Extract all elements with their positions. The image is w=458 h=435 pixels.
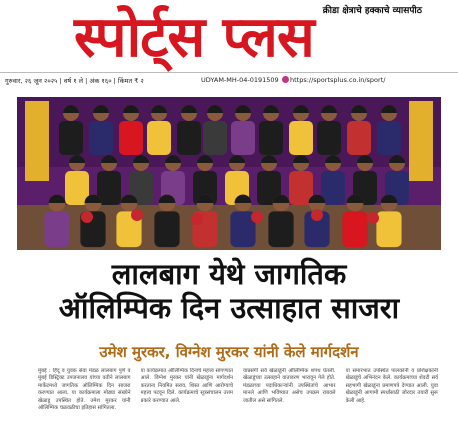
person-body: [203, 121, 227, 155]
person-body: [89, 121, 113, 155]
person-body: [317, 121, 341, 155]
group-photo: [17, 97, 441, 250]
boxing-glove: [191, 213, 203, 225]
dateline: गुरुवार, २६ जून २०२५ | वर्ष १ ले | अंक १६० | किंमत ₹ २: [5, 77, 144, 85]
person-body: [119, 121, 143, 155]
article-column-1: मुंबई : हिंदू व युवक सेवा मंडळ लालबाग पुणे व मुंबई डिस्ट्रिक्ट उपजनालय यांच्या वतीने लालबाग मार्केटमध्ये जागतिक ऑलिम्पिक दिन साजरा करण्यात आला. या कार्यक्रमाला मोठ्या संख्येने खेळाडू उपस्थित होते. उमेश मुरकर यांनी ऑलिम्पिक चळवळीचा इतिहास सांगितला.: [38, 368, 131, 412]
headline-line-1: लालबाग येथे जागतिक: [111, 257, 347, 291]
person-body: [268, 211, 293, 247]
masthead-divider: [0, 72, 458, 73]
person-body: [154, 211, 179, 247]
article-column-4: या समारंभात उपस्थित पालकांनी व प्रशिक्षकांनी खेळाडूंचे अभिनंदन केले. कार्यक्रमाच्या शेवटी सर्व सहभागी खेळाडूंना प्रमाणपत्रे देण्यात आली. युवा खेळाडूंनी आगामी स्पर्धांसाठी जोरदार तयारी सुरू केली आहे.: [345, 368, 438, 404]
person-body: [342, 211, 367, 247]
person-body: [377, 121, 401, 155]
article-column-2: या कार्यक्रमात ऑलिम्पिक दिनाचे महत्त्व सांगण्यात आले. विग्नेश मुरकर यांनी खेळाडूंना मार्गदर्शन करताना नियमित सराव, शिस्त आणि आरोग्याचे महत्त्व पटवून दिले. कार्यक्रमाचे सूत्रसंचालन उत्तम प्रकारे करण्यात आले.: [140, 368, 233, 404]
person-body: [147, 121, 171, 155]
website-link[interactable]: https://sportsplus.co.in/sport/: [290, 76, 386, 84]
group-photo-illustration: [17, 97, 441, 250]
person-body: [259, 121, 283, 155]
boxing-glove: [81, 211, 93, 223]
person-body: [231, 121, 255, 155]
person-body: [376, 211, 401, 247]
person-body: [44, 211, 69, 247]
udyam-number: UDYAM-MH-04-0191509: [201, 76, 279, 84]
newspaper-brand: स्पोर्ट्स प्लस: [74, 5, 314, 70]
boxing-glove: [311, 209, 323, 221]
person-body: [177, 121, 201, 155]
boxing-glove: [131, 209, 143, 221]
subheadline: उमेश मुरकर, विग्नेश मुरकर यांनी केले मार्गदर्शन: [99, 343, 359, 361]
person-body: [289, 121, 313, 155]
person-body: [347, 121, 371, 155]
article-body: [38, 368, 438, 435]
tagline: क्रीडा क्षेत्राचे हक्काचे व्यासपीठ: [322, 6, 422, 16]
headline-line-2: ऑलिम्पिक दिन उत्साहात साजरा: [58, 291, 400, 325]
person-body: [59, 121, 83, 155]
boxing-glove: [367, 212, 379, 224]
boxing-glove: [251, 211, 263, 223]
instagram-icon: [282, 76, 289, 83]
masthead: [0, 0, 458, 88]
masthead-info-bar: [0, 74, 458, 88]
article-column-3: याप्रसंगी सर्व खेळाडूंनी ऑलिम्पिक शपथ घेतली. खेळाडूंच्या उत्साहाने वातावरण भारावून गेले होते. मंडळाच्या पदाधिकाऱ्यांनी उपस्थितांचे आभार मानले आणि भविष्यात असेच उपक्रम राबवले जातील असे सांगितले.: [243, 368, 336, 404]
